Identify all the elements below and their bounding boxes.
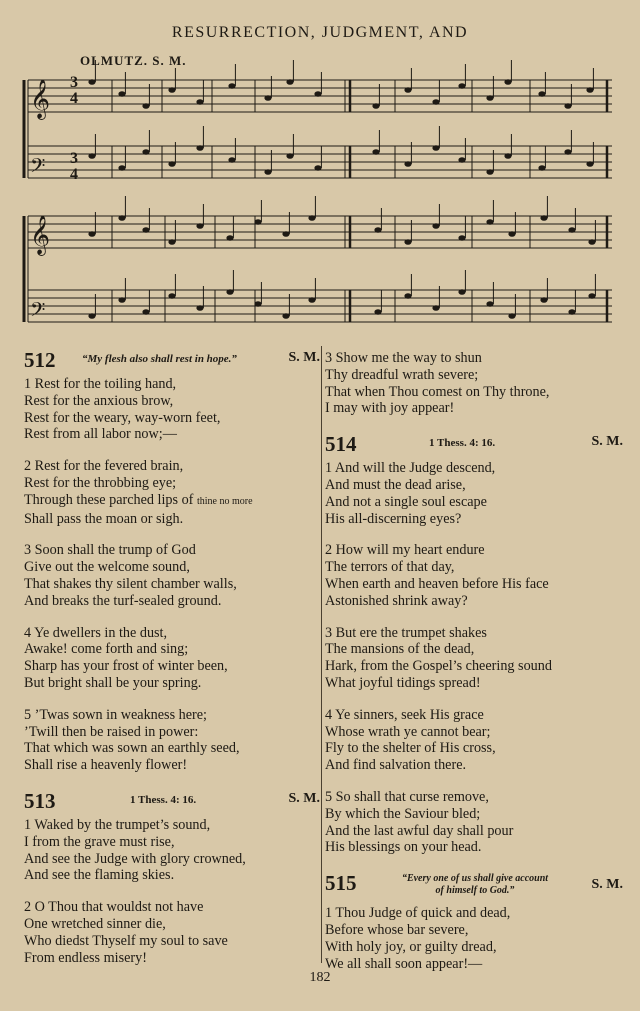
verse-line: Shall rise a heavenly flower! — [24, 757, 188, 774]
note-head — [228, 157, 235, 163]
note-head — [404, 161, 411, 167]
verse-line-small: thine no more — [196, 495, 253, 507]
hymn-text-reference: “My flesh also shall rest in hope.” — [82, 353, 237, 365]
note-head — [458, 289, 465, 295]
verse-line: And see the Judge with glory crowned, — [24, 850, 246, 867]
note-head — [432, 223, 439, 229]
note-head — [254, 301, 261, 307]
verse-line: We all shall soon appear!— — [325, 955, 483, 972]
note-head — [508, 313, 515, 319]
left-column — [24, 348, 320, 981]
verse-line: 3 Show me the way to shun — [325, 350, 482, 366]
verse-line: That which was sown an earthly seed, — [24, 740, 240, 757]
note-head — [264, 95, 271, 101]
time-sig-bottom-2: 4 — [70, 166, 78, 183]
verse-line: And not a single soul escape — [325, 493, 487, 510]
note-head — [308, 297, 315, 303]
note-head — [432, 305, 439, 311]
note-head — [458, 157, 465, 163]
verse-line: The terrors of that day, — [325, 559, 455, 576]
bass-clef-icon: 𝄢 — [30, 154, 46, 182]
verse-line: Fly to the shelter of His cross, — [325, 740, 496, 757]
verse-line: 1 Waked by the trumpet’s sound, — [24, 816, 211, 833]
verse-line: And find salvation there. — [325, 757, 467, 774]
verse-line: 1 Thou Judge of quick and dead, — [325, 905, 511, 922]
hymn-515-heading — [325, 871, 623, 901]
verse-line: By which the Saviour bled; — [325, 805, 481, 822]
verse-line: The mansions of the dead, — [325, 641, 475, 658]
note-head — [374, 227, 381, 233]
note-head — [404, 87, 411, 93]
stanza — [325, 350, 623, 417]
verse-line: Sharp has your frost of winter been, — [24, 658, 228, 675]
note-head — [142, 227, 149, 233]
column-divider — [321, 346, 322, 963]
verse-line: 2 Rest for the fevered brain, — [24, 458, 184, 475]
note-head — [458, 83, 465, 89]
hymn-meter: S. M. — [591, 877, 623, 893]
hymn-meter: S. M. — [288, 790, 320, 806]
verse-line: 4 Ye dwellers in the dust, — [24, 624, 168, 641]
verse-line: Who diedst Thyself my soul to save — [24, 932, 228, 949]
note-head — [168, 293, 175, 299]
hymn-number: 513 — [24, 788, 56, 813]
verse-line: Rest for the throbbing eye; — [24, 474, 177, 491]
verse-line: 3 But ere the trumpet shakes — [325, 624, 487, 641]
stanza — [24, 817, 320, 884]
note-head — [88, 313, 95, 319]
note-head — [286, 79, 293, 85]
hymn-text-reference: 1 Thess. 4: 16. — [429, 437, 496, 450]
note-head — [586, 161, 593, 167]
note-head — [88, 79, 95, 85]
verse-line — [24, 492, 320, 511]
note-head — [540, 215, 547, 221]
verse-line: 2 How will my heart endure — [325, 542, 485, 559]
verse-line: From endless misery! — [24, 949, 147, 966]
note-head — [564, 103, 571, 109]
note-head — [568, 227, 575, 233]
verse-line: ’Twill then be raised in power: — [24, 723, 199, 740]
verse-line: Before whose bar severe, — [325, 921, 469, 938]
note-head — [486, 95, 493, 101]
verse-line: That shakes thy silent chamber walls, — [24, 575, 237, 592]
note-head — [404, 293, 411, 299]
stanza — [24, 625, 320, 692]
verse-line: Awake! come forth and sing; — [24, 641, 189, 658]
verse-line: His blessings on your head. — [325, 839, 482, 856]
bass-clef-icon: 𝄢 — [30, 298, 46, 326]
note-head — [168, 161, 175, 167]
note-head — [228, 83, 235, 89]
hymn-number: 515 — [325, 871, 357, 896]
note-head — [404, 239, 411, 245]
verse-line: Rest from all labor now;— — [24, 426, 177, 443]
note-head — [264, 169, 271, 175]
stanza — [24, 458, 320, 527]
note-head — [586, 87, 593, 93]
hymn-text-reference: 1 Thess. 4: 16. — [130, 793, 197, 806]
time-sig-top-2: 3 — [70, 150, 78, 167]
note-head — [372, 103, 379, 109]
verse-line: One wretched sinner die, — [24, 915, 166, 932]
stanza — [325, 789, 623, 856]
note-head — [88, 153, 95, 159]
stanza — [325, 905, 623, 972]
verse-line: And see the flaming skies. — [24, 867, 175, 884]
hymn-meter: S. M. — [591, 434, 623, 450]
note-head — [568, 309, 575, 315]
hymn-meter: S. M. — [288, 350, 320, 365]
time-sig-top-1: 3 — [70, 74, 78, 91]
stanza — [24, 707, 320, 774]
note-head — [226, 289, 233, 295]
verse-line: That when Thou comest on Thy throne, — [325, 383, 550, 400]
verse-line: 2 O Thou that wouldst not have — [24, 899, 204, 916]
note-head — [196, 145, 203, 151]
note-head — [226, 235, 233, 241]
verse-line: When earth and heaven before His face — [325, 575, 549, 592]
note-head — [588, 239, 595, 245]
verse-line: Whose wrath ye cannot bear; — [325, 723, 491, 740]
hymn-number: 514 — [325, 432, 357, 457]
verse-line: 4 Ye sinners, seek His grace — [325, 706, 484, 723]
note-head — [564, 149, 571, 155]
note-head — [432, 145, 439, 151]
verse-line: And the last awful day shall pour — [325, 822, 514, 839]
note-head — [504, 79, 511, 85]
tune-name: OLMUTZ. S. M. — [80, 53, 187, 68]
hymn-512-heading — [24, 348, 320, 372]
note-head — [88, 231, 95, 237]
note-head — [308, 215, 315, 221]
verse-line: But bright shall be your spring. — [24, 674, 202, 691]
note-head — [372, 149, 379, 155]
hymn-514-heading — [325, 432, 623, 456]
hymn-number: 512 — [24, 348, 56, 372]
verse-line: I from the grave must rise, — [24, 833, 175, 850]
stanza — [24, 542, 320, 609]
note-head — [196, 99, 203, 105]
note-head — [168, 239, 175, 245]
note-head — [142, 309, 149, 315]
note-head — [142, 149, 149, 155]
verse-line: 1 Rest for the toiling hand, — [24, 376, 177, 392]
verse-line: And must the dead arise, — [325, 476, 466, 493]
note-head — [538, 91, 545, 97]
verse-line: Give out the welcome sound, — [24, 559, 190, 576]
right-column — [325, 350, 623, 987]
note-head — [196, 305, 203, 311]
time-sig-bottom-1: 4 — [70, 90, 78, 107]
stanza — [325, 460, 623, 527]
stanza — [325, 542, 623, 609]
note-head — [142, 103, 149, 109]
verse-line: What joyful tidings spread! — [325, 674, 481, 691]
verse-line: Astonished shrink away? — [325, 592, 468, 609]
note-head — [196, 223, 203, 229]
note-head — [168, 87, 175, 93]
note-head — [458, 235, 465, 241]
verse-line: Hark, from the Gospel’s cheering sound — [325, 658, 552, 675]
hymn-text-line: of himself to God.” — [435, 885, 515, 897]
treble-clef-icon: 𝄞 — [30, 215, 51, 255]
note-head — [374, 309, 381, 315]
note-head — [486, 301, 493, 307]
stanza — [24, 899, 320, 966]
verse-line: Rest for the anxious brow, — [24, 392, 174, 409]
note-head — [508, 231, 515, 237]
note-head — [282, 231, 289, 237]
note-head — [504, 153, 511, 159]
note-head — [118, 215, 125, 221]
verse-line-part: Through these parched lips of — [24, 491, 197, 508]
note-head — [254, 219, 261, 225]
hymn-text-line: “Every one of us shall give account — [401, 873, 549, 885]
hymn-text-reference — [375, 873, 575, 897]
note-head — [282, 313, 289, 319]
verse-line: Shall pass the moan or sigh. — [24, 510, 184, 527]
note-head — [486, 169, 493, 175]
verse-line: His all-discerning eyes? — [325, 510, 462, 527]
note-head — [538, 165, 545, 171]
music-score — [0, 0, 640, 340]
verse-line: And breaks the turf-sealed ground. — [24, 592, 222, 609]
note-head — [286, 153, 293, 159]
page-header: RESURRECTION, JUDGMENT, AND — [171, 24, 469, 41]
hymn-513-heading — [24, 789, 320, 813]
verse-line: Thy dreadful wrath severe; — [325, 366, 479, 383]
note-head — [314, 165, 321, 171]
treble-clef-icon: 𝄞 — [30, 79, 51, 119]
note-head — [432, 99, 439, 105]
note-head — [118, 297, 125, 303]
stanza — [325, 707, 623, 774]
verse-line: With holy joy, or guilty dread, — [325, 938, 497, 955]
verse-line: Rest for the weary, way-worn feet, — [24, 409, 221, 426]
stanza — [325, 625, 623, 692]
page-number: 182 — [309, 970, 331, 985]
verse-line: I may with joy appear! — [325, 400, 455, 417]
note-head — [540, 297, 547, 303]
note-head — [588, 293, 595, 299]
stanza — [24, 376, 320, 443]
note-head — [314, 91, 321, 97]
verse-line: 3 Soon shall the trump of God — [24, 542, 196, 559]
verse-line: 1 And will the Judge descend, — [325, 460, 496, 477]
verse-line: 5 So shall that curse remove, — [325, 788, 489, 805]
note-head — [486, 219, 493, 225]
verse-line: 5 ’Twas sown in weakness here; — [24, 706, 208, 723]
note-head — [118, 91, 125, 97]
note-head — [118, 165, 125, 171]
